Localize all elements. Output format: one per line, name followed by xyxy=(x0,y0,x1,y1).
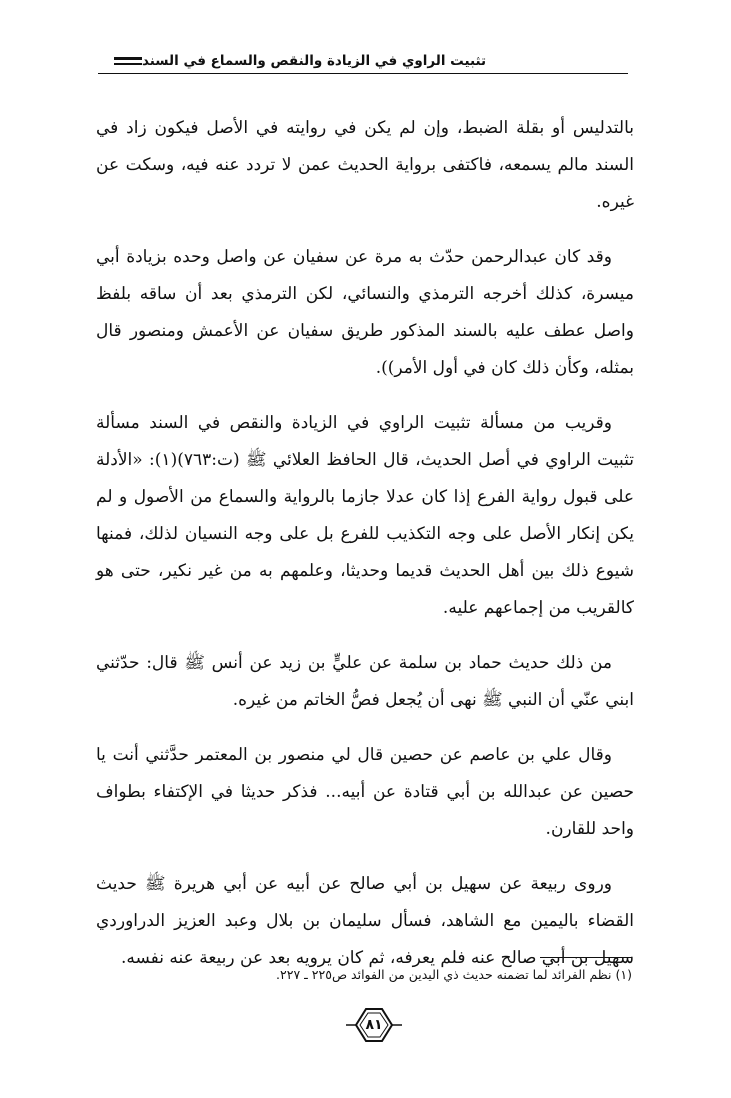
header-ornament xyxy=(114,57,142,65)
paragraph: وقريب من مسألة تثبيت الراوي في الزيادة والنقص في السند مسألة تثبيت الراوي في أصل الحديث، قال الحافظ العلائي ﷺ (ت:٧٦٣)(١): «الأدلة على قبول رواية الفرع إذا كان عدلا جازما بالرواية والسماع من الأصول و لم يكن إنكار الأصل على وجه التكذيب للفرع بل على وجه النسيان لذلك، فمنها شيوع ذلك بين أهل الحديث قديما وحديثا، وعلمهم به من غير نكير، حتى هو كالقريب من إجماعهم عليه. xyxy=(96,413,634,618)
running-header xyxy=(98,50,628,72)
header-divider xyxy=(98,73,628,74)
paragraph: وقد كان عبدالرحمن حدّث به مرة عن سفيان عن واصل وحده بزيادة أبي ميسرة، كذلك أخرجه الترمذي والنسائي، لكن الترمذي بعد أن ساقه بلفظ واصل عطف عليه بالسند المذكور طريق سفيان عن الأعمش ومنصور قال بمثله، وكأن ذلك كان في أول الأمر)). xyxy=(96,247,634,378)
paragraph: بالتدليس أو بقلة الضبط، وإن لم يكن في روايته في الأصل فيكون زاد في السند مالم يسمعه، فاكتفى برواية الحديث عمن لا تردد عنه فيه، وسكت عن غيره. xyxy=(96,118,634,212)
paragraph: من ذلك حديث حماد بن سلمة عن عليٍّ بن زيد عن أنس ﷺ قال: حدّثني ابني عنّي أن النبي ﷺ نهى أن يُجعل فصُّ الخاتم من غيره. xyxy=(96,653,634,710)
footnote-divider xyxy=(540,957,632,958)
main-text xyxy=(96,110,634,995)
paragraph: وقال علي بن عاصم عن حصين قال لي منصور بن المعتمر حدَّثني أنت يا حصين عن عبدالله بن أبي قتادة عن أبيه... فذكر حديثا في الإكتفاء بطواف واحد للقارن. xyxy=(96,745,634,839)
page-number-frame xyxy=(344,1003,404,1047)
footnote: (١) نظم الفرائد لما تضمنه حديث ذي اليدين من الفوائد ص٢٢٥ ـ ٢٢٧. xyxy=(276,967,632,982)
paragraph: وروى ربيعة عن سهيل بن أبي صالح عن أبيه عن أبي هريرة ﷺ حديث القضاء باليمين مع الشاهد، فسأل سليمان بن بلال وعبد العزيز الدراوردي سهيل بن أبي صالح عنه فلم يعرفه، ثم كان يرويه بعد عن ربيعة عنه نفسه. xyxy=(96,874,634,968)
header-title: تثبيت الراوي في الزيادة والنقص والسماع في السند xyxy=(142,53,487,69)
page-number: ٨١ xyxy=(365,1017,383,1033)
